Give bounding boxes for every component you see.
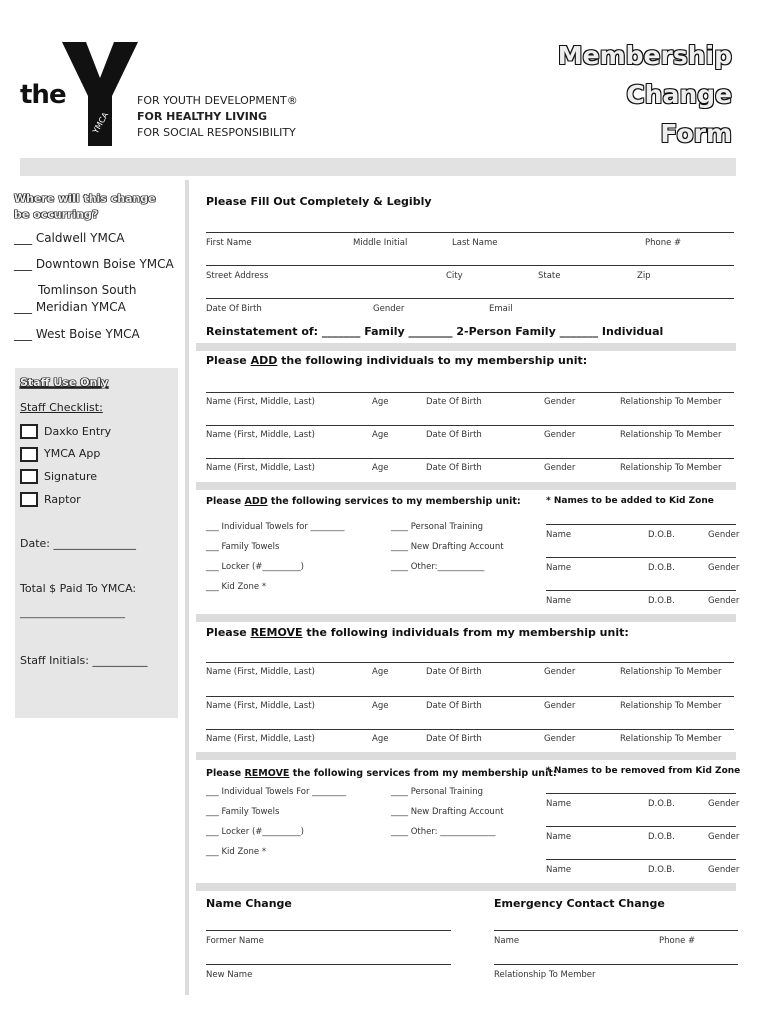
service-other[interactable]: ____ Other:___________ xyxy=(391,562,485,572)
tagline xyxy=(137,93,298,141)
kidzone-line[interactable] xyxy=(546,524,736,525)
column-label: Gender xyxy=(544,667,576,677)
heading-text: the following individuals from my membership unit: xyxy=(302,626,629,639)
service-kid-zone[interactable]: ___ Kid Zone * xyxy=(206,847,267,857)
entry-line[interactable] xyxy=(206,696,734,697)
staff-use-heading: Staff Use Only xyxy=(20,376,109,389)
column-label: Age xyxy=(372,701,389,711)
field-label: Former Name xyxy=(206,936,264,946)
kidzone-line[interactable] xyxy=(546,793,736,794)
staff-date-field[interactable]: Date: _______________ xyxy=(20,537,136,550)
staff-initials-field[interactable]: Staff Initials: __________ xyxy=(20,654,148,667)
column-label: Gender xyxy=(544,701,576,711)
add-services-heading xyxy=(206,496,521,507)
kidzone-line[interactable] xyxy=(546,826,736,827)
service-kid-zone[interactable]: ___ Kid Zone * xyxy=(206,582,267,592)
column-label: Date Of Birth xyxy=(426,701,482,711)
kidzone-line[interactable] xyxy=(546,557,736,558)
kidzone-label: Gender xyxy=(708,832,740,842)
field-label: Last Name xyxy=(452,238,498,248)
heading-keyword: ADD xyxy=(250,354,278,367)
header-divider xyxy=(20,158,736,176)
heading-text: Please xyxy=(206,354,251,367)
checklist-item: Signature xyxy=(44,470,98,483)
kidzone-label: Name xyxy=(546,596,572,606)
fill-out-heading: Please Fill Out Completely & Legibly xyxy=(206,195,432,208)
column-label: Relationship To Member xyxy=(620,397,722,407)
location-option-caldwell[interactable]: ___ Caldwell YMCA xyxy=(14,231,125,245)
service-locker[interactable]: ___ Locker (#_________) xyxy=(206,827,304,837)
kidzone-label: Gender xyxy=(708,563,740,573)
remove-services-heading xyxy=(206,768,557,779)
tagline-line: FOR YOUTH DEVELOPMENT® xyxy=(137,94,298,107)
column-label: Date Of Birth xyxy=(426,397,482,407)
location-option-downtown[interactable]: ___ Downtown Boise YMCA xyxy=(14,257,174,271)
checkbox-signature[interactable] xyxy=(20,469,38,484)
staff-checklist-title: Staff Checklist: xyxy=(20,401,103,414)
checkbox-raptor[interactable] xyxy=(20,492,38,507)
kidzone-label: Name xyxy=(546,563,572,573)
kidzone-line[interactable] xyxy=(546,859,736,860)
column-label: Age xyxy=(372,734,389,744)
heading-text: the following individuals to my membership unit: xyxy=(277,354,588,367)
column-label: Relationship To Member xyxy=(620,667,722,677)
service-locker[interactable]: ___ Locker (#_________) xyxy=(206,562,304,572)
section-divider xyxy=(196,482,736,490)
column-label: Name (First, Middle, Last) xyxy=(206,734,315,744)
column-label: Relationship To Member xyxy=(620,430,722,440)
form-title xyxy=(558,36,732,153)
heading-keyword: REMOVE xyxy=(250,626,303,639)
kidzone-line[interactable] xyxy=(546,590,736,591)
heading-keyword: ADD xyxy=(244,496,268,507)
field-label: Zip xyxy=(637,271,651,281)
field-label: Relationship To Member xyxy=(494,970,596,980)
field-label: Middle Initial xyxy=(353,238,408,248)
service-family-towels[interactable]: ___ Family Towels xyxy=(206,807,280,817)
service-drafting-account[interactable]: ____ New Drafting Account xyxy=(391,542,504,552)
name-change-heading: Name Change xyxy=(206,897,292,910)
column-label: Gender xyxy=(544,734,576,744)
column-label: Date Of Birth xyxy=(426,430,482,440)
kidzone-label: Gender xyxy=(708,596,740,606)
kidzone-remove-heading: * Names to be removed from Kid Zone xyxy=(546,766,741,776)
kidzone-label: Name xyxy=(546,530,572,540)
kidzone-add-heading: * Names to be added to Kid Zone xyxy=(546,496,714,506)
kidzone-label: D.O.B. xyxy=(648,865,675,875)
checklist-item: Daxko Entry xyxy=(44,425,112,438)
checkbox-ymca-app[interactable] xyxy=(20,447,38,462)
title-line: Change xyxy=(626,80,732,109)
emergency-name-line[interactable] xyxy=(494,930,738,931)
kidzone-label: Name xyxy=(546,799,572,809)
column-label: Relationship To Member xyxy=(620,463,722,473)
kidzone-label: Gender xyxy=(708,799,740,809)
checklist-item: YMCA App xyxy=(44,447,101,460)
column-label: Date Of Birth xyxy=(426,463,482,473)
emergency-relationship-line[interactable] xyxy=(494,964,738,965)
remove-individuals-heading xyxy=(206,626,629,639)
total-paid-field[interactable]: _____________________ xyxy=(20,608,125,619)
service-family-towels[interactable]: ___ Family Towels xyxy=(206,542,280,552)
section-divider xyxy=(196,883,736,891)
field-label: Phone # xyxy=(659,936,696,946)
field-label: Date Of Birth xyxy=(206,304,262,314)
kidzone-label: D.O.B. xyxy=(648,799,675,809)
location-question: Where will this change be occurring? xyxy=(14,192,156,221)
field-label: Name xyxy=(494,936,520,946)
field-label: Phone # xyxy=(645,238,682,248)
location-option-tomlinson[interactable]: Tomlinson South xyxy=(38,283,137,297)
kidzone-label: D.O.B. xyxy=(648,832,675,842)
service-personal-training[interactable]: ____ Personal Training xyxy=(391,787,484,797)
title-line: Membership xyxy=(557,41,732,70)
entry-line[interactable] xyxy=(206,392,734,393)
ymca-logo-text: YMCA xyxy=(91,110,111,136)
column-label: Name (First, Middle, Last) xyxy=(206,430,315,440)
emergency-heading: Emergency Contact Change xyxy=(494,897,665,910)
entry-line[interactable] xyxy=(206,729,734,730)
info-line[interactable] xyxy=(206,232,734,233)
column-label: Gender xyxy=(544,397,576,407)
former-name-line[interactable] xyxy=(206,930,451,931)
column-label: Age xyxy=(372,463,389,473)
column-label: Gender xyxy=(544,463,576,473)
heading-keyword: REMOVE xyxy=(244,768,290,779)
field-label: Street Address xyxy=(206,271,269,281)
title-line: Form xyxy=(660,119,732,148)
kidzone-label: D.O.B. xyxy=(648,530,675,540)
heading-text: Please xyxy=(206,626,251,639)
column-label: Age xyxy=(372,397,389,407)
entry-line[interactable] xyxy=(206,425,734,426)
service-drafting-account[interactable]: ____ New Drafting Account xyxy=(391,807,504,817)
entry-line[interactable] xyxy=(206,458,734,459)
column-label: Name (First, Middle, Last) xyxy=(206,667,315,677)
section-divider xyxy=(196,752,736,760)
new-name-line[interactable] xyxy=(206,964,451,965)
section-divider xyxy=(196,614,736,622)
info-line[interactable] xyxy=(206,298,734,299)
column-label: Gender xyxy=(544,430,576,440)
heading-text: Please xyxy=(206,496,245,507)
location-option-meridian[interactable]: ___ Meridian YMCA xyxy=(14,300,126,314)
section-divider xyxy=(196,343,736,351)
column-label: Age xyxy=(372,430,389,440)
entry-line[interactable] xyxy=(206,662,734,663)
column-label: Relationship To Member xyxy=(620,701,722,711)
column-label: Name (First, Middle, Last) xyxy=(206,701,315,711)
service-personal-training[interactable]: ____ Personal Training xyxy=(391,522,484,532)
location-option-westboise[interactable]: ___ West Boise YMCA xyxy=(14,327,140,341)
field-label: Gender xyxy=(373,304,405,314)
ymca-logo-icon xyxy=(60,38,140,148)
kidzone-label: Gender xyxy=(708,865,740,875)
service-individual-towels[interactable]: ___ Individual Towels For ________ xyxy=(206,787,347,797)
info-line[interactable] xyxy=(206,265,734,266)
kidzone-label: Gender xyxy=(708,530,740,540)
column-divider xyxy=(185,180,189,995)
kidzone-label: D.O.B. xyxy=(648,596,675,606)
checkbox-daxko[interactable] xyxy=(20,424,38,439)
column-label: Date Of Birth xyxy=(426,734,482,744)
column-label: Name (First, Middle, Last) xyxy=(206,463,315,473)
heading-text: Please xyxy=(206,768,245,779)
heading-text: the following services to my membership unit: xyxy=(267,496,521,507)
kidzone-label: D.O.B. xyxy=(648,563,675,573)
field-label: Email xyxy=(489,304,513,314)
heading-text: the following services from my membership unit: xyxy=(289,768,557,779)
column-label: Age xyxy=(372,667,389,677)
column-label: Date Of Birth xyxy=(426,667,482,677)
service-individual-towels[interactable]: ___ Individual Towels for ________ xyxy=(206,522,345,532)
logo-the-text: the xyxy=(20,80,66,110)
tagline-line: FOR HEALTHY LIVING xyxy=(137,110,268,123)
checklist-item: Raptor xyxy=(44,493,81,506)
reinstatement-row[interactable]: Reinstatement of: _______ Family ________ 2-Person Family _______ Individual xyxy=(206,325,664,338)
field-label: City xyxy=(446,271,463,281)
tagline-line: FOR SOCIAL RESPONSIBILITY xyxy=(137,126,296,139)
column-label: Name (First, Middle, Last) xyxy=(206,397,315,407)
field-label: State xyxy=(538,271,561,281)
service-other[interactable]: ____ Other: _____________ xyxy=(391,827,496,837)
total-paid-label: Total $ Paid To YMCA: xyxy=(20,582,137,595)
add-individuals-heading xyxy=(206,354,587,367)
field-label: New Name xyxy=(206,970,253,980)
kidzone-label: Name xyxy=(546,865,572,875)
kidzone-label: Name xyxy=(546,832,572,842)
column-label: Relationship To Member xyxy=(620,734,722,744)
field-label: First Name xyxy=(206,238,252,248)
